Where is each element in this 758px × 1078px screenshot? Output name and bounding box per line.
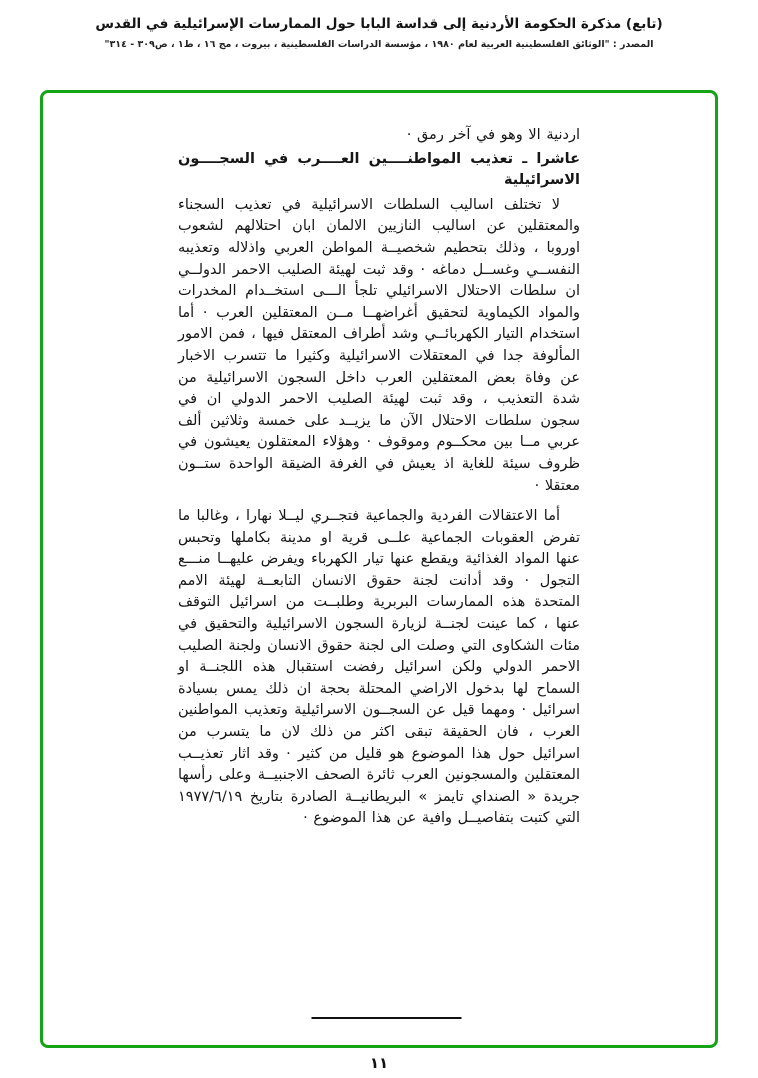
opening-line: اردنية الا وهو في آخر رمق · bbox=[406, 127, 580, 143]
document-header bbox=[0, 16, 758, 50]
header-source-line: المصدر : "الوثائق الفلسطينية العربية لعام ١٩٨٠ ، مؤسسة الدراسات الفلسطينية ، بيروت ، مج ١٦ ، ط١ ، ص٣٠٩ - ٣١٤" bbox=[104, 39, 654, 50]
section-heading-line1: عاشرا ـ تعذيب المواطنــــين العــــرب في السجــــون bbox=[178, 150, 580, 167]
paragraph-2: أما الاعتقالات الفردية والجماعية فتجــري ليــلا نهارا ، وغالبا ما تفرض العقوبات الجماعية علــى قرية او مدينة بكاملها وتحبس عنها المواد الغذائية ويقطع عنها تيار الكهرباء ويفرض عليهــا منـــع التجول · وقد أدانت لجنة حقوق الانسان التابعــة لهيئة الامم المتحدة هذه الممارسات البربرية وطلبــت من اسرائيل التوقف عنها ، كما عينت لجنــة لزيارة السجون الاسرائيلية والتحقيق في مئات الشكاوى التي وصلت الى لجنة حقوق الانسان ولجنة الصليب الاحمر الدولي ولكن اسرائيل رفضت استقبال هذه اللجنــة او السماح لها بدخول الاراضي المحتلة بحجة ان ذلك يمس بسيادة اسرائيل · ومهما قيل عن السجــون الاسرائيلية وتعذيب المواطنين العرب ، فان الحقيقة تبقى اكثر من ذلك لان ما يتسرب من اسرائيل حول هذا الموضوع هو قليل من كثير · وقد اثار تعذيــب المعتقلين والمسجونين العرب ثائرة الصحف الاجنبيــة وعلى رأسها جريدة « الصنداي تايمز » البريطانيــة الصادرة بتاريخ ١٩٧٧/٦/١٩ التي كتبت بتفاصيــل وافية عن هذا الموضوع · bbox=[178, 508, 580, 827]
content-frame bbox=[40, 90, 718, 1048]
footnote-separator bbox=[312, 1017, 462, 1019]
section-heading-line2: الاسرائيلية bbox=[503, 172, 580, 189]
paragraph-1: لا تختلف اساليب السلطات الاسرائيلية في تعذيب السجناء والمعتقلين عن اساليب النازيين الالمان ابان احتلالهم لشعوب اوروبا ، وذلك بتحطيم شخصيــة المواطن العربي واذلاله وتعذيبه النفســي وغســل دماغه · وقد ثبت لهيئة الصليب الاحمر الدولــي ان سلطات الاحتلال الاسرائيلي تلجأ الـــى استخــدام المخدرات والمواد الكيماوية لتحقيق أغراضهــا مــن المعتقلين العرب · أما استخدام التيار الكهربائــي وشد أطراف المعتقل فيها ، فمن الامور المألوفة جدا في المعتقلات الاسرائيلية وكثيرا ما تتسرب الاخبار عن وفاة بعض المعتقلين العرب داخل السجون الاسرائيلية من شدة التعذيب ، وقد ثبت لهيئة الصليب الاحمر الدولي ان في سجون سلطات الاحتلال الآن ما يزيــد على خمسة وثلاثين ألف عربي مــا بين محكــوم وموقوف · وهؤلاء المعتقلون يعيشون في ظروف سيئة للغاية اذ يعيش في الغرفة الضيقة الواحدة ستــون معتقلا · bbox=[178, 196, 580, 494]
header-title: (تابع) مذكرة الحكومة الأردنية إلى قداسة البابا حول الممارسات الإسرائيلية في القدس bbox=[95, 16, 663, 32]
text-column bbox=[178, 125, 580, 830]
page-number: ١١ bbox=[369, 1054, 389, 1072]
